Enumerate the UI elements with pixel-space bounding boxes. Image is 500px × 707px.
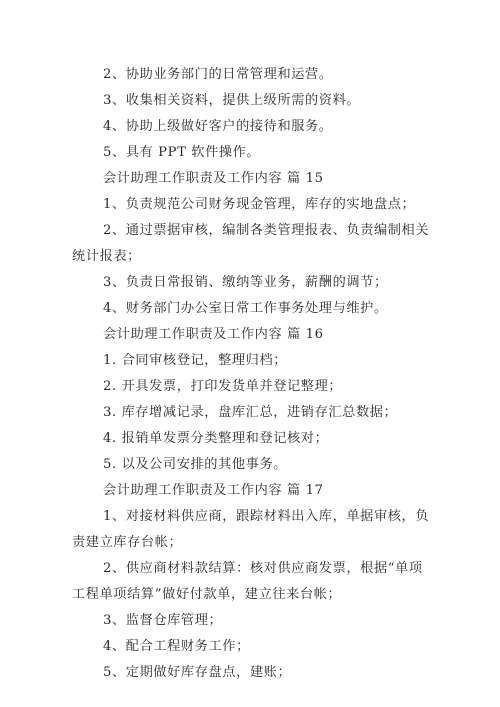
list-item-project-finance: 4、配合工程财务工作； <box>103 639 250 654</box>
section-heading-17: 会计助理工作职责及工作内容 篇 17 <box>103 483 324 498</box>
list-item-contract-review: 1. 合同审核登记，整理归档； <box>103 353 288 368</box>
list-item-bill-review: 2、通过票据审核，编制各类管理报表、负责编制相关 <box>103 223 430 238</box>
list-item-supplier-liaison-cont: 责建立库存台帐； <box>72 535 183 550</box>
list-item-stocktake: 5、定期做好库存盘点，建账； <box>103 665 292 680</box>
list-item-supplier-liaison: 1、对接材料供应商，跟踪材料出入库，单据审核，负 <box>103 509 430 524</box>
list-item-invoicing: 2. 开具发票，打印发货单并登记整理； <box>103 379 343 394</box>
list-item-settlement-cont: 工程单项结算”做好付款单，建立往来台帐； <box>72 587 342 602</box>
list-item-settlement: 2、供应商材料款结算：核对供应商发票，根据“单项 <box>103 561 423 576</box>
list-item-other-tasks: 5. 以及公司安排的其他事务。 <box>103 457 288 472</box>
list-item-reception: 4、协助上级做好客户的接待和服务。 <box>103 119 333 134</box>
list-item-bill-review-cont: 统计报表； <box>72 249 141 264</box>
list-item-collect-data: 3、收集相关资料，提供上级所需的资料。 <box>103 93 361 108</box>
list-item-office-affairs: 4、财务部门办公室日常工作事务处理与维护。 <box>103 301 388 316</box>
list-item-invoice-sorting: 4. 报销单发票分类整理和登记核对； <box>103 431 329 446</box>
list-item-warehouse: 3、监督仓库管理； <box>103 613 223 628</box>
section-heading-16: 会计助理工作职责及工作内容 篇 16 <box>103 327 324 342</box>
list-item-ppt: 5、具有 PPT 软件操作。 <box>103 145 261 160</box>
section-heading-15: 会计助理工作职责及工作内容 篇 15 <box>103 171 324 186</box>
list-item-cash-management: 1、负责规范公司财务现金管理，库存的实地盘点； <box>103 197 416 212</box>
list-item-assist-business: 2、协助业务部门的日常管理和运营。 <box>103 67 333 82</box>
list-item-inventory-record: 3. 库存增减记录，盘库汇总，进销存汇总数据； <box>103 405 398 420</box>
list-item-reimbursement: 3、负责日常报销、缴纳等业务，薪酬的调节； <box>103 275 388 290</box>
